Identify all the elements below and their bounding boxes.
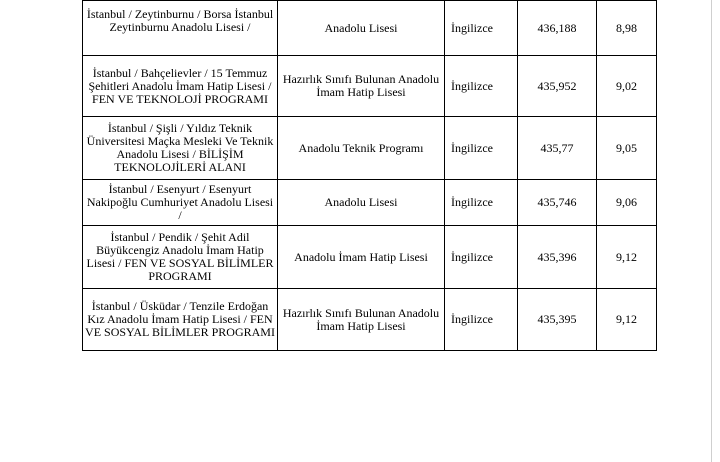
- language-cell: İngilizce: [445, 180, 518, 226]
- percentile-cell: 9,06: [597, 180, 657, 226]
- school-name-cell: İstanbul / Şişli / Yıldız Teknik Üniversitesi Maçka Mesleki Ve Teknik Anadolu Lisesi / BİLİŞİM TEKNOLOJİLERİ ALANI: [83, 117, 278, 180]
- school-name-cell: İstanbul / Zeytinburnu / Borsa İstanbul Zeytinburnu Anadolu Lisesi /: [83, 1, 278, 56]
- school-type-cell: Anadolu Lisesi: [278, 1, 445, 56]
- score-cell: 435,77: [518, 117, 597, 180]
- language-cell: İngilizce: [445, 56, 518, 117]
- school-name-cell: İstanbul / Üsküdar / Tenzile Erdoğan Kız Anadolu İmam Hatip Lisesi / FEN VE SOSYAL BİLİMLER PROGRAMI: [83, 289, 278, 351]
- page-edge-line: [711, 0, 712, 462]
- percentile-cell: 9,12: [597, 289, 657, 351]
- table-row: [83, 226, 657, 289]
- language-cell: İngilizce: [445, 289, 518, 351]
- school-name-cell: İstanbul / Esenyurt / Esenyurt Nakipoğlu Cumhuriyet Anadolu Lisesi /: [83, 180, 278, 226]
- school-type-cell: Anadolu Lisesi: [278, 180, 445, 226]
- school-type-cell: Anadolu Teknik Programı: [278, 117, 445, 180]
- school-type-cell: Anadolu İmam Hatip Lisesi: [278, 226, 445, 289]
- school-name-cell: İstanbul / Pendik / Şehit Adil Büyükcengiz Anadolu İmam Hatip Lisesi / FEN VE SOSYAL BİLİMLER PROGRAMI: [83, 226, 278, 289]
- school-type-cell: Hazırlık Sınıfı Bulunan Anadolu İmam Hatip Lisesi: [278, 289, 445, 351]
- score-cell: 435,952: [518, 56, 597, 117]
- language-cell: İngilizce: [445, 1, 518, 56]
- score-cell: 435,396: [518, 226, 597, 289]
- table-row: [83, 289, 657, 351]
- percentile-cell: 9,02: [597, 56, 657, 117]
- percentile-cell: 9,05: [597, 117, 657, 180]
- table-row: [83, 117, 657, 180]
- table-row: [83, 180, 657, 226]
- school-name-cell: İstanbul / Bahçelievler / 15 Temmuz Şehitleri Anadolu İmam Hatip Lisesi / FEN VE TEKNOLOJİ PROGRAMI: [83, 56, 278, 117]
- table-row: [83, 56, 657, 117]
- percentile-cell: 8,98: [597, 1, 657, 56]
- school-score-table: [82, 0, 657, 351]
- score-cell: 436,188: [518, 1, 597, 56]
- school-type-cell: Hazırlık Sınıfı Bulunan Anadolu İmam Hatip Lisesi: [278, 56, 445, 117]
- table-row: [83, 1, 657, 56]
- percentile-cell: 9,12: [597, 226, 657, 289]
- score-cell: 435,746: [518, 180, 597, 226]
- language-cell: İngilizce: [445, 226, 518, 289]
- language-cell: İngilizce: [445, 117, 518, 180]
- score-cell: 435,395: [518, 289, 597, 351]
